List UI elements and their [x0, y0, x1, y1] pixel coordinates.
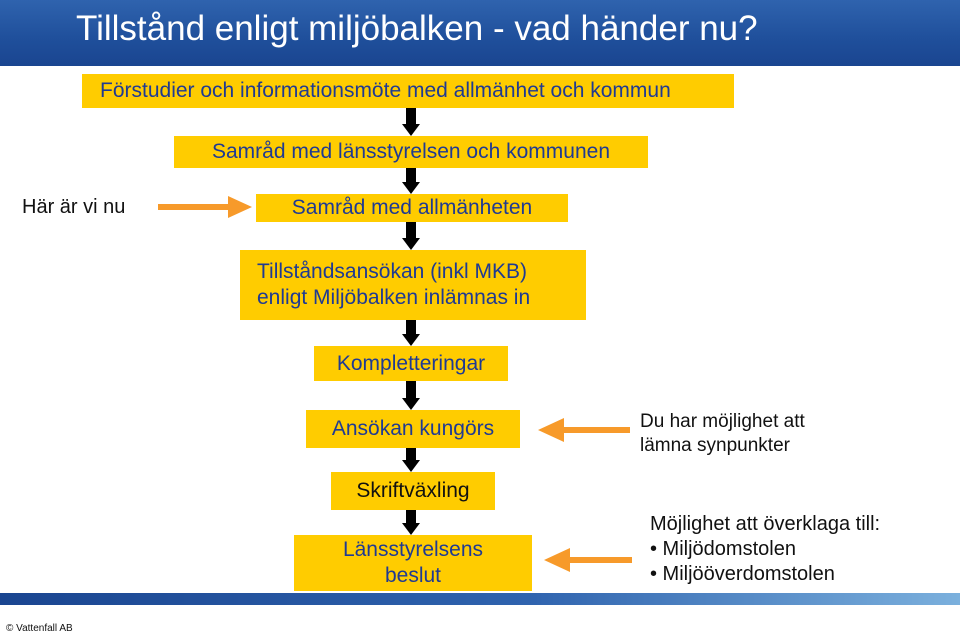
step-samrad-allmanheten-label: Samråd med allmänheten — [291, 196, 533, 219]
step-kompletteringar-label: Kompletteringar — [336, 351, 486, 375]
down-arrow-2 — [402, 168, 420, 194]
orange-arrow-here — [158, 196, 252, 218]
page-title: Tillstånd enligt miljöbalken - vad händer nu? — [76, 9, 758, 48]
down-arrow-5 — [402, 381, 420, 410]
down-arrow-1 — [402, 108, 420, 136]
synpunkter-note-line-2: lämna synpunkter — [640, 435, 790, 456]
footer-copyright: © Vattenfall AB — [6, 623, 73, 634]
step-tillstandsansokan-line-2: enligt Miljöbalken inlämnas in — [257, 286, 531, 309]
down-arrow-6 — [402, 448, 420, 472]
footer-bar — [0, 593, 960, 605]
step-lansstyrelsens-beslut-line-1: Länsstyrelsens — [342, 538, 484, 561]
orange-arrow-synpunkter — [538, 418, 630, 442]
overklaga-note-item-miljooverdomstolen: • Miljööverdomstolen — [650, 563, 835, 585]
step-forstudier-label: Förstudier och informationsmöte med allmänhet och kommun — [100, 79, 671, 102]
down-arrow-4 — [402, 320, 420, 346]
step-skriftvaxling-label: Skriftväxling — [356, 479, 470, 502]
overklaga-note-heading: Möjlighet att överklaga till: — [650, 513, 881, 535]
synpunkter-note-line-1: Du har möjlighet att — [640, 411, 805, 432]
step-lansstyrelsens-beslut-line-2: beslut — [384, 564, 442, 587]
down-arrow-7 — [402, 510, 420, 535]
overklaga-note-item-miljodomstolen: • Miljödomstolen — [650, 538, 796, 560]
here-label: Här är vi nu — [22, 196, 126, 218]
step-samrad-lansstyrelsen-label: Samråd med länsstyrelsen och kommunen — [211, 140, 610, 163]
down-arrow-3 — [402, 222, 420, 250]
step-ansokan-kungors-label: Ansökan kungörs — [331, 417, 495, 440]
step-tillstandsansokan-line-1: Tillståndsansökan (inkl MKB) — [257, 260, 527, 283]
orange-arrow-overklaga — [544, 548, 632, 572]
